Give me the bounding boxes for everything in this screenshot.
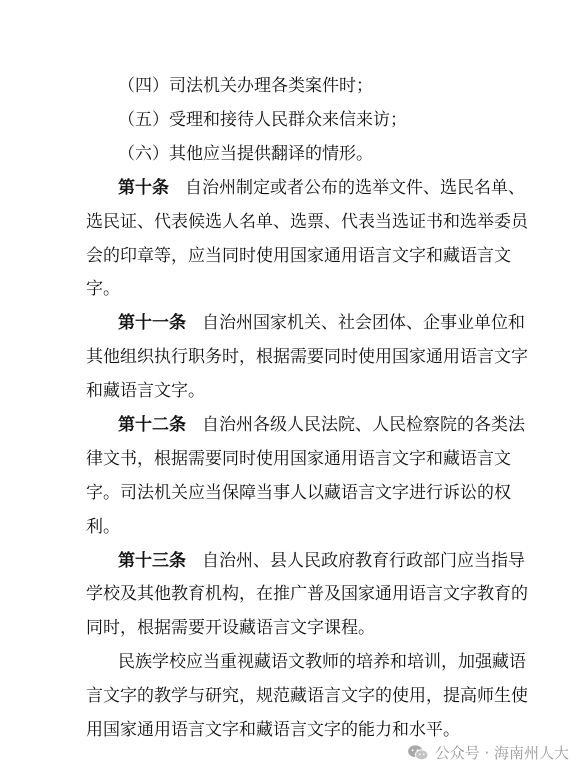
article-text: 自治州各级人民法院、人民检察院的各类法 xyxy=(202,414,525,435)
article-13-line-1 xyxy=(118,550,525,571)
article-10-line-2: 选民证、代表候选人名单、选票、代表当选证书和选举委员 xyxy=(86,211,528,232)
article-11-line-1 xyxy=(118,313,525,334)
article-12-line-3: 字。司法机关应当保障当事人以藏语言文字进行诉讼的权 xyxy=(86,482,511,503)
article-10-line-4: 字。 xyxy=(86,279,120,300)
article-10-title: 第十条 xyxy=(118,177,169,198)
article-13-para-2-line-2: 言文字的教学与研究，规范藏语言文字的使用，提高师生使 xyxy=(86,686,528,707)
article-text: 自治州国家机关、社会团体、企事业单位和 xyxy=(202,313,525,334)
article-text: 自治州、县人民政府教育行政部门应当指导 xyxy=(202,550,525,571)
article-13-para-2-line-1: 民族学校应当重视藏语文教师的培养和培训，加强藏语 xyxy=(118,652,526,673)
article-13-line-3: 同时，根据需要开设藏语言文字课程。 xyxy=(86,618,375,639)
clause-item-6: （六）其他应当提供翻译的情形。 xyxy=(118,143,373,164)
watermark-text: 公众号 · 海南州人大 xyxy=(434,744,569,762)
wechat-icon xyxy=(407,744,429,762)
watermark xyxy=(407,742,569,763)
article-12-title: 第十二条 xyxy=(118,414,186,435)
article-text: 自治州制定或者公布的选举文件、选民名单、 xyxy=(185,177,525,198)
article-11-title: 第十一条 xyxy=(118,313,186,334)
article-12-line-2: 律文书，根据需要同时使用国家通用语言文字和藏语言文 xyxy=(86,448,511,469)
article-11-line-2: 其他组织执行职务时，根据需要同时使用国家通用语言文字 xyxy=(86,347,528,368)
article-10-line-1 xyxy=(118,177,525,198)
clause-item-4: （四）司法机关办理各类案件时； xyxy=(118,76,373,96)
article-13-para-2-line-3: 用国家通用语言文字和藏语言文字的能力和水平。 xyxy=(86,720,460,740)
article-12-line-1 xyxy=(118,414,525,435)
article-12-line-4: 利。 xyxy=(86,516,120,537)
article-13-line-2: 学校及其他教育机构，在推广普及国家通用语言文字教育的 xyxy=(86,584,528,605)
clause-item-5: （五）受理和接待人民群众来信来访； xyxy=(118,109,407,130)
article-13-title: 第十三条 xyxy=(118,550,186,571)
article-11-line-3: 和藏语言文字。 xyxy=(86,381,205,402)
article-10-line-3: 会的印章等，应当同时使用国家通用语言文字和藏语言文 xyxy=(86,245,511,266)
